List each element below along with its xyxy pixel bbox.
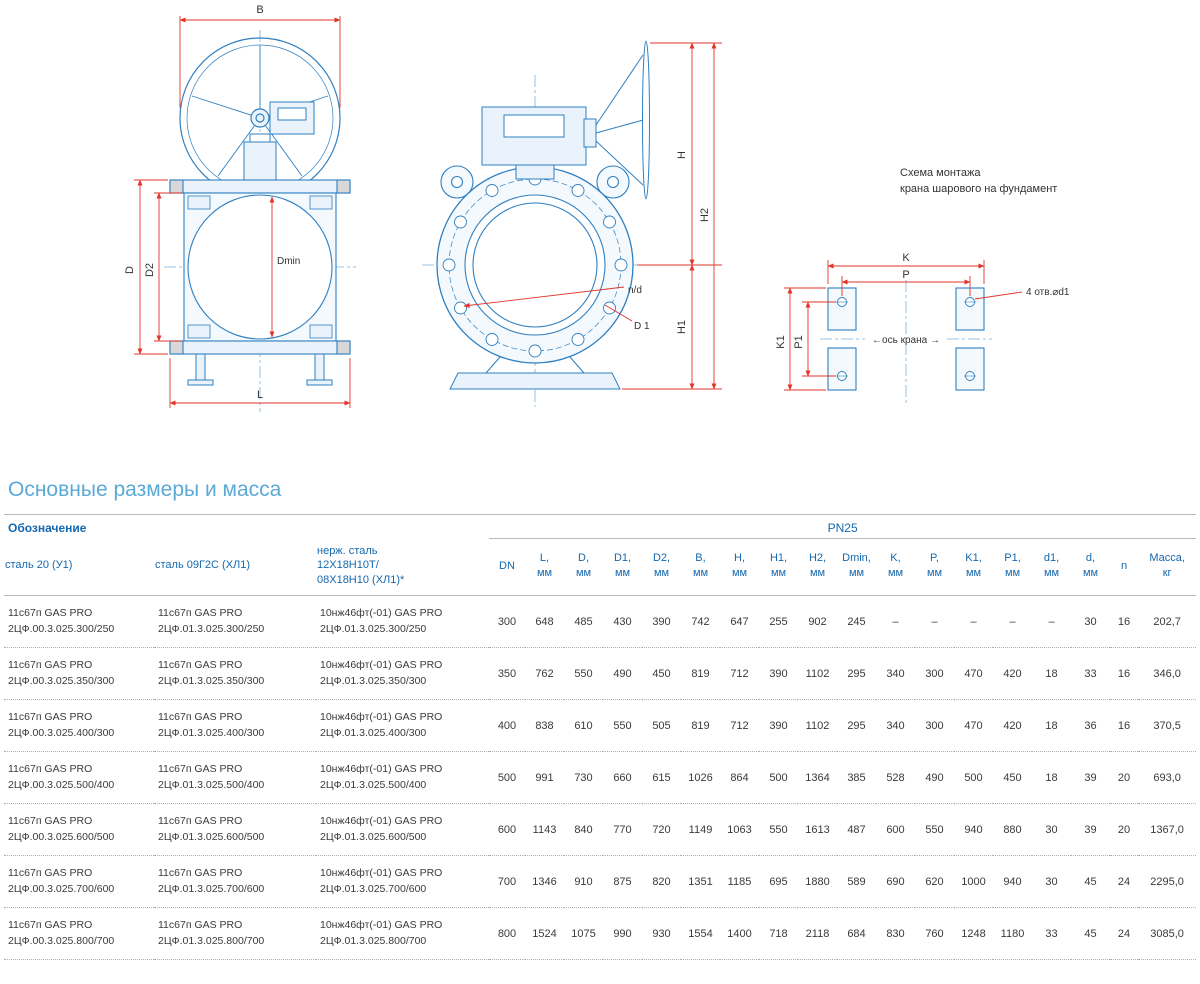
value-cell: 648 (525, 596, 564, 648)
value-cell: 1075 (564, 908, 603, 960)
value-cell: 695 (759, 856, 798, 908)
value-cell: 450 (642, 648, 681, 700)
value-cell: 470 (954, 700, 993, 752)
value-cell: 340 (876, 700, 915, 752)
value-cell: 300 (489, 596, 525, 648)
material-column-header: сталь 20 (У1) (4, 539, 154, 596)
designation-cell: 11с67п GAS PRO 2ЦФ.00.3.025.600/500 (4, 804, 154, 856)
value-cell: 45 (1071, 908, 1110, 960)
value-cell: 202,7 (1138, 596, 1196, 648)
value-cell: 45 (1071, 856, 1110, 908)
value-cell: 880 (993, 804, 1032, 856)
designation-cell: 11с67п GAS PRO 2ЦФ.00.3.025.800/700 (4, 908, 154, 960)
value-cell: 1000 (954, 856, 993, 908)
designation-cell: 11с67п GAS PRO 2ЦФ.01.3.025.350/300 (154, 648, 316, 700)
value-cell: 20 (1110, 752, 1138, 804)
value-cell: 1524 (525, 908, 564, 960)
designation-cell: 11с67п GAS PRO 2ЦФ.01.3.025.700/600 (154, 856, 316, 908)
value-cell: 485 (564, 596, 603, 648)
value-cell: 875 (603, 856, 642, 908)
value-cell: 390 (759, 648, 798, 700)
value-cell: 18 (1032, 648, 1071, 700)
value-cell: 684 (837, 908, 876, 960)
value-cell: 390 (642, 596, 681, 648)
value-cell: 760 (915, 908, 954, 960)
value-cell: 730 (564, 752, 603, 804)
value-cell: – (993, 596, 1032, 648)
value-cell: 350 (489, 648, 525, 700)
value-cell: 1364 (798, 752, 837, 804)
table-row (4, 752, 1196, 804)
dim-column-header: B, мм (681, 539, 720, 596)
value-cell: 610 (564, 700, 603, 752)
value-cell: – (915, 596, 954, 648)
value-cell: 1143 (525, 804, 564, 856)
pn-group-header: PN25 (489, 515, 1196, 539)
value-cell: 500 (489, 752, 525, 804)
dim-d1-label: D 1 (634, 321, 650, 332)
value-cell: 500 (759, 752, 798, 804)
dim-h-label: H (676, 151, 688, 159)
dim-column-header: P1, мм (993, 539, 1032, 596)
scheme-title-line2: крана шарового на фундамент (900, 183, 1058, 195)
value-cell: – (1032, 596, 1071, 648)
value-cell: 819 (681, 648, 720, 700)
dim-l-label: L (256, 389, 264, 401)
value-cell: 420 (993, 648, 1032, 700)
value-cell: 490 (915, 752, 954, 804)
dim-column-header: D1, мм (603, 539, 642, 596)
designation-cell: 10нж46фт(-01) GAS PRO 2ЦФ.01.3.025.300/250 (316, 596, 489, 648)
value-cell: 940 (954, 804, 993, 856)
value-cell: 300 (915, 648, 954, 700)
value-cell: 693,0 (1138, 752, 1196, 804)
value-cell: 370,5 (1138, 700, 1196, 752)
value-cell: 390 (759, 700, 798, 752)
value-cell: 712 (720, 700, 759, 752)
value-cell: – (954, 596, 993, 648)
value-cell: 18 (1032, 700, 1071, 752)
dim-k1-label: K1 (775, 335, 787, 349)
value-cell: 528 (876, 752, 915, 804)
value-cell: 33 (1071, 648, 1110, 700)
value-cell: 1400 (720, 908, 759, 960)
value-cell: 1063 (720, 804, 759, 856)
dim-column-header: K1, мм (954, 539, 993, 596)
dim-column-header: K, мм (876, 539, 915, 596)
dim-dmin-label: Dmin (277, 256, 301, 267)
dim-k-label: K (902, 252, 910, 264)
value-cell: 420 (993, 700, 1032, 752)
value-cell: 820 (642, 856, 681, 908)
dim-nd-label: n/d (628, 285, 642, 296)
value-cell: 840 (564, 804, 603, 856)
value-cell: 838 (525, 700, 564, 752)
value-cell: 1102 (798, 648, 837, 700)
value-cell: 490 (603, 648, 642, 700)
column-headers-row (4, 539, 1196, 596)
table-row (4, 856, 1196, 908)
table-row (4, 700, 1196, 752)
value-cell: 255 (759, 596, 798, 648)
value-cell: 700 (489, 856, 525, 908)
dim-column-header: D2, мм (642, 539, 681, 596)
value-cell: 346,0 (1138, 648, 1196, 700)
dim-column-header: DN (489, 539, 525, 596)
value-cell: 16 (1110, 596, 1138, 648)
value-cell: 16 (1110, 700, 1138, 752)
dim-column-header: d, мм (1071, 539, 1110, 596)
scheme-title-line1: Схема монтажа (900, 167, 981, 179)
table-header (4, 515, 1196, 596)
dim-column-header: Dmin, мм (837, 539, 876, 596)
technical-drawings (0, 0, 1200, 458)
value-cell: 940 (993, 856, 1032, 908)
designation-cell: 11с67п GAS PRO 2ЦФ.01.3.025.600/500 (154, 804, 316, 856)
mounting-scheme-drawing (770, 158, 1200, 410)
designation-group-header: Обозначение (8, 521, 87, 535)
value-cell: 647 (720, 596, 759, 648)
designation-cell: 10нж46фт(-01) GAS PRO 2ЦФ.01.3.025.400/300 (316, 700, 489, 752)
value-cell: 550 (759, 804, 798, 856)
valve-body (170, 180, 350, 354)
table-row (4, 804, 1196, 856)
dim-d-label: D (124, 266, 136, 274)
designation-cell: 10нж46фт(-01) GAS PRO 2ЦФ.01.3.025.600/500 (316, 804, 489, 856)
value-cell: 1351 (681, 856, 720, 908)
value-cell: 589 (837, 856, 876, 908)
valve-axis-label: ←ось крана → (872, 335, 940, 346)
holes-count-label: 4 отв.⌀d1 (1026, 287, 1070, 298)
value-cell: 742 (681, 596, 720, 648)
value-cell: 18 (1032, 752, 1071, 804)
value-cell: 1554 (681, 908, 720, 960)
value-cell: 660 (603, 752, 642, 804)
value-cell: 712 (720, 648, 759, 700)
table-row (4, 596, 1196, 648)
designation-cell: 11с67п GAS PRO 2ЦФ.00.3.025.350/300 (4, 648, 154, 700)
flange (437, 167, 633, 363)
designation-cell: 10нж46фт(-01) GAS PRO 2ЦФ.01.3.025.700/600 (316, 856, 489, 908)
table-body (4, 596, 1196, 960)
value-cell: 340 (876, 648, 915, 700)
value-cell: 550 (564, 648, 603, 700)
value-cell: 770 (603, 804, 642, 856)
value-cell: 24 (1110, 856, 1138, 908)
actuator (482, 107, 586, 179)
dim-p-label: P (902, 269, 910, 281)
dim-d2-label: D2 (144, 262, 156, 278)
value-cell: 385 (837, 752, 876, 804)
value-cell: 991 (525, 752, 564, 804)
value-cell: 1248 (954, 908, 993, 960)
value-cell: 20 (1110, 804, 1138, 856)
value-cell: 1026 (681, 752, 720, 804)
value-cell: 1880 (798, 856, 837, 908)
value-cell: 245 (837, 596, 876, 648)
value-cell: 1185 (720, 856, 759, 908)
value-cell: 24 (1110, 908, 1138, 960)
value-cell: 550 (915, 804, 954, 856)
dim-h2-label: H2 (699, 207, 711, 223)
value-cell: 400 (489, 700, 525, 752)
dim-column-header: L, мм (525, 539, 564, 596)
value-cell: 295 (837, 648, 876, 700)
designation-cell: 11с67п GAS PRO 2ЦФ.01.3.025.400/300 (154, 700, 316, 752)
value-cell: 300 (915, 700, 954, 752)
dim-p1-label: P1 (793, 335, 805, 349)
value-cell: 910 (564, 856, 603, 908)
designation-cell: 11с67п GAS PRO 2ЦФ.00.3.025.500/400 (4, 752, 154, 804)
designation-cell: 10нж46фт(-01) GAS PRO 2ЦФ.01.3.025.350/300 (316, 648, 489, 700)
material-column-header: нерж. сталь 12Х18Н10Т/ 08Х18Н10 (ХЛ1)* (316, 539, 489, 596)
dim-column-header: P, мм (915, 539, 954, 596)
table-row (4, 648, 1196, 700)
designation-cell: 11с67п GAS PRO 2ЦФ.01.3.025.300/250 (154, 596, 316, 648)
value-cell: 33 (1032, 908, 1071, 960)
value-cell: 830 (876, 908, 915, 960)
value-cell: 39 (1071, 804, 1110, 856)
value-cell: 1346 (525, 856, 564, 908)
value-cell: 30 (1071, 596, 1110, 648)
value-cell: 1149 (681, 804, 720, 856)
value-cell: 2295,0 (1138, 856, 1196, 908)
side-view-drawing (420, 15, 750, 415)
designation-cell: 10нж46фт(-01) GAS PRO 2ЦФ.01.3.025.500/400 (316, 752, 489, 804)
dim-b-label: B (256, 4, 264, 16)
dim-column-header: H, мм (720, 539, 759, 596)
designation-cell: 11с67п GAS PRO 2ЦФ.00.3.025.300/250 (4, 596, 154, 648)
value-cell: 600 (876, 804, 915, 856)
value-cell: 550 (603, 700, 642, 752)
front-view-drawing (120, 0, 410, 430)
value-cell: 930 (642, 908, 681, 960)
value-cell: 2118 (798, 908, 837, 960)
value-cell: 16 (1110, 648, 1138, 700)
dim-column-header: n (1110, 539, 1138, 596)
value-cell: 487 (837, 804, 876, 856)
value-cell: 470 (954, 648, 993, 700)
value-cell: 615 (642, 752, 681, 804)
value-cell: 1367,0 (1138, 804, 1196, 856)
dim-column-header: Масса, кг (1138, 539, 1196, 596)
material-column-header: сталь 09Г2С (ХЛ1) (154, 539, 316, 596)
value-cell: 36 (1071, 700, 1110, 752)
value-cell: 990 (603, 908, 642, 960)
value-cell: 819 (681, 700, 720, 752)
value-cell: 720 (642, 804, 681, 856)
dim-column-header: H2, мм (798, 539, 837, 596)
dim-column-header: d1, мм (1032, 539, 1071, 596)
value-cell: 500 (954, 752, 993, 804)
value-cell: 762 (525, 648, 564, 700)
value-cell: 450 (993, 752, 1032, 804)
designation-cell: 11с67п GAS PRO 2ЦФ.01.3.025.500/400 (154, 752, 316, 804)
value-cell: – (876, 596, 915, 648)
value-cell: 600 (489, 804, 525, 856)
value-cell: 620 (915, 856, 954, 908)
section-title: Основные размеры и масса (8, 478, 282, 501)
dimensions-table (4, 514, 1196, 960)
value-cell: 1180 (993, 908, 1032, 960)
table-row (4, 908, 1196, 960)
value-cell: 864 (720, 752, 759, 804)
designation-cell: 10нж46фт(-01) GAS PRO 2ЦФ.01.3.025.800/700 (316, 908, 489, 960)
value-cell: 718 (759, 908, 798, 960)
value-cell: 1613 (798, 804, 837, 856)
value-cell: 30 (1032, 856, 1071, 908)
value-cell: 690 (876, 856, 915, 908)
dim-column-header: H1, мм (759, 539, 798, 596)
value-cell: 1102 (798, 700, 837, 752)
designation-cell: 11с67п GAS PRO 2ЦФ.00.3.025.700/600 (4, 856, 154, 908)
value-cell: 30 (1032, 804, 1071, 856)
value-cell: 505 (642, 700, 681, 752)
designation-cell: 11с67п GAS PRO 2ЦФ.00.3.025.400/300 (4, 700, 154, 752)
value-cell: 430 (603, 596, 642, 648)
dim-h1-label: H1 (676, 319, 688, 335)
value-cell: 902 (798, 596, 837, 648)
value-cell: 295 (837, 700, 876, 752)
value-cell: 39 (1071, 752, 1110, 804)
designation-cell: 11с67п GAS PRO 2ЦФ.01.3.025.800/700 (154, 908, 316, 960)
value-cell: 800 (489, 908, 525, 960)
value-cell: 3085,0 (1138, 908, 1196, 960)
group-header-row (4, 515, 1196, 539)
dim-column-header: D, мм (564, 539, 603, 596)
